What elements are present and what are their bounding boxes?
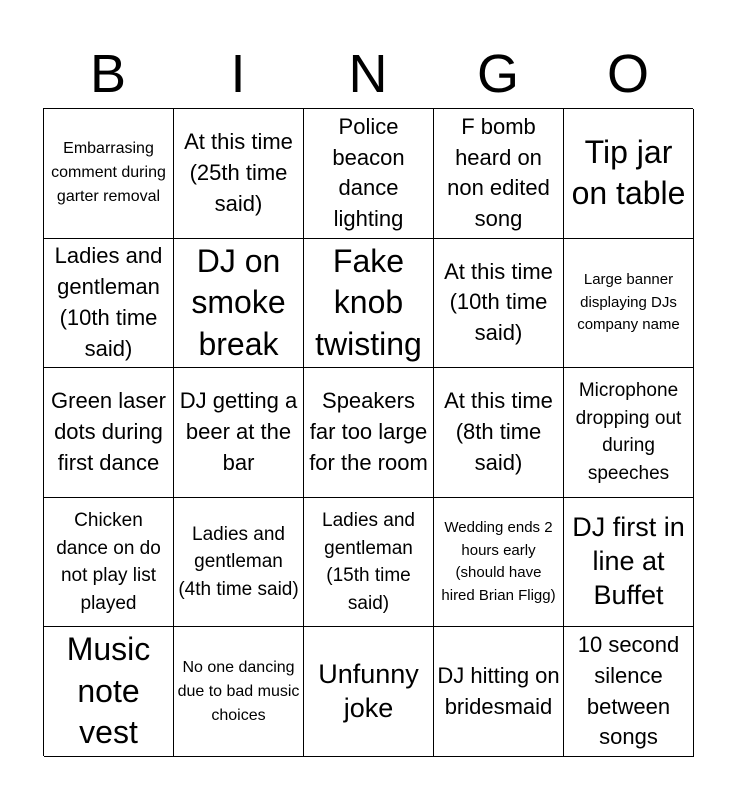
cell-text: Microphone dropping out during speeches — [575, 380, 682, 485]
bingo-cell[interactable] — [434, 109, 564, 239]
bingo-cell[interactable] — [304, 109, 434, 239]
cell-text: Large banner displaying DJs company name — [577, 271, 680, 334]
bingo-cell[interactable] — [174, 109, 304, 239]
cell-text: Embarrasing comment during garter removal — [51, 140, 166, 206]
bingo-cell[interactable] — [44, 109, 174, 239]
cell-text: Fake knob twisting — [315, 242, 422, 362]
bingo-cell[interactable] — [174, 627, 304, 757]
cell-text: Police beacon dance lighting — [332, 113, 405, 232]
cell-text: Green laser dots during first dance — [51, 388, 166, 475]
header-letter-o: O — [606, 44, 649, 104]
cell-text: At this time (25th time said) — [184, 129, 293, 216]
bingo-cell[interactable] — [174, 239, 304, 369]
bingo-cell[interactable] — [434, 239, 564, 369]
bingo-cell[interactable] — [304, 627, 434, 757]
header-letter-b: B — [89, 44, 127, 104]
bingo-cell[interactable] — [174, 368, 304, 498]
cell-text: 10 second silence between songs — [577, 632, 680, 750]
bingo-cell[interactable] — [44, 627, 174, 757]
bingo-board — [43, 108, 693, 756]
bingo-cell[interactable] — [304, 239, 434, 369]
header-letter-n: N — [348, 44, 388, 104]
bingo-cell[interactable] — [434, 498, 564, 628]
bingo-cell[interactable] — [564, 627, 694, 757]
header-letter-i: I — [230, 44, 246, 104]
cell-text: Ladies and gentleman (4th time said) — [178, 523, 299, 600]
cell-text: DJ hitting on bridesmaid — [437, 662, 560, 719]
bingo-cell[interactable] — [564, 109, 694, 239]
bingo-cell[interactable] — [44, 368, 174, 498]
bingo-cell[interactable] — [304, 368, 434, 498]
bingo-cell[interactable] — [434, 627, 564, 757]
cell-text: DJ on smoke break — [191, 242, 286, 362]
bingo-cell[interactable] — [564, 239, 694, 369]
cell-text: At this time (8th time said) — [444, 388, 553, 475]
cell-text: Chicken dance on do not play list played — [56, 509, 161, 614]
bingo-cell[interactable] — [434, 368, 564, 498]
cell-text: DJ first in line at Buffet — [572, 512, 685, 610]
cell-text: At this time (10th time said) — [444, 258, 553, 346]
cell-text: Ladies and gentleman (15th time said) — [322, 509, 415, 614]
bingo-cell[interactable] — [174, 498, 304, 628]
bingo-cell[interactable] — [44, 239, 174, 369]
bingo-cell[interactable] — [564, 498, 694, 628]
cell-text: Music note vest — [66, 631, 151, 751]
cell-text: Unfunny joke — [318, 658, 419, 723]
cell-text: DJ getting a beer at the bar — [179, 388, 298, 475]
cell-text: F bomb heard on non edited song — [447, 113, 550, 232]
header-letter-g: G — [476, 44, 519, 104]
cell-text: Speakers far too large for the room — [309, 388, 428, 475]
cell-text: Wedding ends 2 hours early (should have hired Brian Fligg) — [441, 519, 556, 604]
bingo-cell[interactable] — [44, 498, 174, 628]
cell-text: Tip jar on table — [571, 133, 686, 212]
bingo-cell[interactable] — [564, 368, 694, 498]
bingo-header — [43, 40, 693, 108]
cell-text: No one dancing due to bad music choices — [177, 658, 300, 724]
bingo-cell[interactable] — [304, 498, 434, 628]
cell-text: Ladies and gentleman (10th time said) — [54, 243, 163, 361]
